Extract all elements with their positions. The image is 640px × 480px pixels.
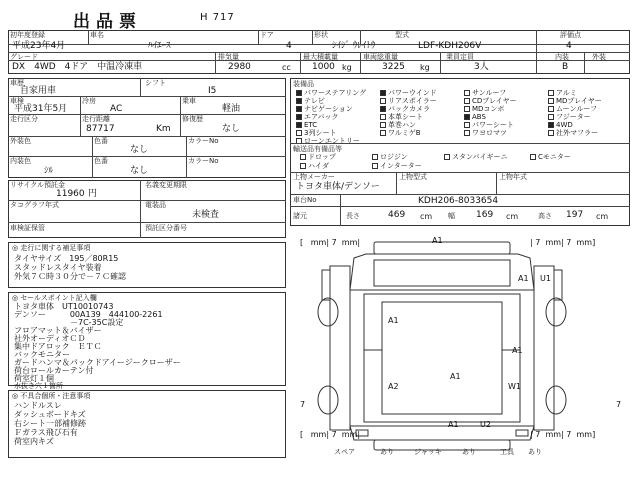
vin-value: KDH206-8033654	[418, 196, 499, 206]
equipment-item-label: 4WD	[556, 121, 573, 129]
state-item-2: ロジジン	[372, 153, 408, 162]
equipment-checkbox	[548, 90, 554, 96]
mm-bottom-left: [ mm| 7 mm|	[300, 430, 361, 439]
label-first-reg: 初年度登録	[10, 31, 45, 39]
aircon-value: AC	[110, 104, 123, 114]
label-gross: 車両総重量	[363, 53, 398, 61]
footer-jack-value: あり	[462, 448, 476, 456]
equipment-item-label: ムーンルーフ	[556, 105, 597, 113]
label-recycle: リサイクル預託金	[10, 181, 66, 189]
state-item-3: スタンバイギーニ	[444, 153, 508, 162]
equipment-checkbox	[380, 122, 386, 128]
width-unit: cm	[506, 212, 519, 221]
equipment-item	[464, 129, 507, 138]
state-item-4: Cモニター	[530, 153, 571, 162]
note2-line11: 水抜き穴１箇所	[14, 382, 63, 390]
equipment-item-label: エアバック	[304, 113, 339, 121]
equipment-checkbox	[464, 130, 470, 136]
equipment-checkbox	[548, 130, 554, 136]
label-vin: 車台No	[293, 196, 317, 204]
label-inner-color: 内装色	[10, 157, 31, 165]
mm-top-right: | 7 mm| 7 mm]	[530, 238, 596, 247]
equipment-item-label: リアスポイラー	[388, 97, 437, 105]
state-item-5: ハイダ	[300, 162, 329, 171]
vehicle-damage-diagram	[290, 230, 630, 456]
car-name-value: ﾊｲｴｰｽ	[148, 41, 171, 51]
length-unit: cm	[420, 212, 433, 221]
footer-tool-label: 工具	[500, 448, 514, 456]
label-sealed: 車検証保管	[10, 224, 45, 232]
lot-number: H 717	[200, 12, 235, 23]
repair-value: なし	[222, 124, 241, 134]
damage-mark-right-front-a: A1	[518, 274, 529, 283]
equipment-item-label: ナビゲーション	[304, 105, 353, 113]
note2-line5: 社外オーディオＣＤ	[14, 334, 86, 343]
equipment-item-label: 本革シート	[388, 113, 423, 121]
equipment-item-label: MDプレイヤー	[556, 97, 602, 105]
equipment-item-label: フジーター	[556, 113, 591, 121]
notes-defects-heading: ◎ 不具合個所・注意事項	[12, 392, 91, 400]
footer-spare-value: あり	[380, 448, 394, 456]
label-length: 長さ	[346, 212, 360, 220]
label-outer-color: 外装色	[10, 137, 31, 145]
equipment-checkbox	[464, 106, 470, 112]
note3-line2: ダッシュボードキズ	[14, 410, 86, 419]
recycle-unit: 円	[88, 189, 98, 199]
note3-line1: ハンドルスレ	[14, 401, 62, 410]
model-value: LDF-KDH206V	[418, 41, 482, 51]
label-color-no2: カラーNo	[188, 137, 219, 145]
equipment-item	[380, 129, 421, 138]
label-interior: 内装	[555, 53, 569, 61]
inner-color-value: ｼﾙ	[44, 166, 54, 176]
label-color-no: 色番	[94, 137, 108, 145]
equipment-checkbox	[296, 130, 302, 136]
shape-value: ｼｲｼﾞ ｳﾚｲﾄｳ	[332, 41, 376, 51]
label-displacement: 排気量	[218, 53, 239, 61]
damage-mark-right-mid: A1	[512, 346, 523, 355]
maker-value: トヨタ車体/デンソー	[296, 182, 380, 192]
cc-value: 2980	[228, 62, 251, 72]
equipment-item-label: テレビ	[304, 97, 325, 105]
note2-line8: ガードハンマ＆パックドアイージークローザー	[14, 358, 181, 367]
usage-value: 自家用車	[20, 86, 57, 96]
label-repair: 修復歴	[182, 115, 203, 123]
equipment-item-label: CDプレイヤー	[472, 97, 517, 105]
mileage-unit: Km	[156, 124, 171, 134]
equipment-checkbox	[464, 122, 470, 128]
length-value: 469	[388, 210, 406, 220]
label-maker-type: 上物型式	[399, 173, 427, 181]
equipment-item-label: 革巻ハン	[388, 121, 416, 129]
equipment-checkbox	[380, 130, 386, 136]
max-load-value: 1000	[312, 62, 335, 72]
label-dims: 諸元	[293, 212, 307, 220]
equipment-item-label: パワーステアリング	[304, 89, 367, 97]
equipment-item-label: ワヨロマツ	[472, 129, 507, 137]
note2-line4: フロアマット＆バイザー	[14, 326, 102, 335]
equipment-checkbox	[296, 106, 302, 112]
cc-unit: cc	[282, 63, 291, 72]
equipment-item-label: ETC	[304, 121, 318, 129]
equipment-checkbox	[548, 114, 554, 120]
equipment-checkbox	[380, 114, 386, 120]
label-grade: グレード	[10, 53, 38, 61]
equipment-item-label: バックカメラ	[388, 105, 430, 113]
kg-unit-1: kg	[342, 63, 352, 72]
equipment-checkbox	[296, 98, 302, 104]
label-color-no4: カラーNo	[188, 157, 219, 165]
state-item-1: ドロップ	[300, 153, 336, 162]
note2-line6: 集中ドアロック ＥＴＣ	[14, 342, 102, 351]
damage-mark-front: A1	[432, 236, 443, 245]
equipment-item-label: ローンエントリー	[304, 137, 360, 145]
interior-value: B	[562, 62, 569, 72]
equipment-checkbox	[296, 122, 302, 128]
label-color-no3: 色番	[94, 157, 108, 165]
equipment-checkbox	[380, 90, 386, 96]
label-maker-year: 上物年式	[499, 173, 527, 181]
first-reg-value: 平成23年4月	[12, 41, 66, 51]
label-shape: 形状	[314, 31, 328, 39]
notes-sales-heading: ◎ セールスポイント記入欄	[12, 294, 97, 302]
label-usage: 車歴	[10, 79, 24, 87]
label-tacho: タコグラフ年式	[10, 201, 59, 209]
label-door: ドア	[260, 31, 274, 39]
equipment-item-label: 社外マフラー	[556, 129, 598, 137]
equipment-checkbox	[296, 114, 302, 120]
label-height: 高さ	[538, 212, 552, 220]
damage-mark-right-front-u: U1	[540, 274, 551, 283]
equipment-item	[548, 129, 598, 138]
note2-line2: デンソー 00A139 444100-2261	[14, 310, 163, 319]
footer-tool-value: あり	[528, 448, 542, 456]
equipment-item-label: 3列シート	[304, 129, 337, 137]
kg-unit-2: kg	[420, 63, 430, 72]
recycle-value: 11960	[56, 189, 85, 199]
equipment-checkbox	[548, 106, 554, 112]
damage-mark-rear-a: A1	[448, 420, 459, 429]
note2-line9: 荷台ロールカーテン付	[14, 366, 94, 375]
label-width: 幅	[448, 212, 455, 220]
state-item-6: インターター	[372, 162, 422, 171]
label-score: 評価点	[560, 31, 581, 39]
inspection-value: 平成31年5月	[14, 104, 68, 114]
inner-value: なし	[130, 166, 149, 176]
label-shift: シフト	[145, 79, 166, 87]
footer-spare-label: スペア	[334, 448, 355, 456]
label-capacity: 乗員定員	[446, 53, 474, 61]
score-value: 4	[566, 41, 572, 51]
equipment-item-label: サンルーフ	[472, 89, 507, 97]
shift-value: I5	[208, 86, 217, 96]
damage-mark-rear-u: U2	[480, 420, 491, 429]
label-name-change: 名義変更期限	[145, 181, 187, 189]
note3-line5: 荷室内キズ	[14, 437, 54, 446]
equipment-checkbox	[464, 90, 470, 96]
state-label: 輸送品有備品等	[293, 145, 342, 153]
equipment-checkbox	[296, 90, 302, 96]
note1-line1: タイヤサイズ 195／80R15	[14, 254, 119, 263]
note1-line3: 外気７Ｃ時３０分で－７Ｃ確認	[14, 272, 126, 281]
equipment-checkbox	[380, 106, 386, 112]
damage-mark-roof: A1	[450, 372, 461, 381]
equipment-item-label: ワルミゲB	[388, 129, 421, 137]
footer-jack-label: ジャッキ	[414, 448, 442, 456]
label-exterior: 外装	[592, 53, 606, 61]
tacho-value: 未検査	[192, 210, 220, 220]
label-mileage: 走行距離	[82, 115, 110, 123]
equipment-checkbox	[464, 114, 470, 120]
equipment-checkbox	[464, 98, 470, 104]
equipment-label: 装備品	[293, 80, 314, 88]
capacity-value: 3人	[474, 62, 489, 72]
equipment-item-label: ABS	[472, 113, 486, 121]
equipment-item-label: アルミ	[556, 89, 577, 97]
notes-running-heading: ◎ 走行に関する補足事項	[12, 244, 91, 252]
label-mileage-cat: 走行区分	[10, 115, 38, 123]
note3-line4: Ｆガラス飛び石有	[14, 428, 78, 437]
equipment-checkbox	[548, 122, 554, 128]
damage-mark-left-top: A1	[388, 316, 399, 325]
mm-top-left: [ mm| 7 mm|	[300, 238, 361, 247]
mm-bottom-right: | 7 mm| 7 mm]	[530, 430, 596, 439]
note3-line3: 右シート一部補修跡	[14, 419, 86, 428]
equipment-item-label: パワーウインド	[388, 89, 437, 97]
equipment-checkbox	[380, 98, 386, 104]
page-title: 出品票	[73, 12, 142, 32]
mileage-value: 87717	[86, 124, 115, 134]
equipment-item-label: MDコンボ	[472, 105, 505, 113]
door-value: 4	[286, 41, 292, 51]
label-model: 型式	[395, 31, 409, 39]
note2-line1: トヨタ車体 UT10010743	[14, 302, 114, 311]
label-inspection: 車検	[10, 97, 24, 105]
note2-line3: －7C-35C設定	[14, 318, 124, 327]
color-value: なし	[130, 145, 149, 155]
note1-line2: スタッドレスタイヤ装着	[14, 263, 102, 272]
label-aircon: 冷房	[82, 97, 96, 105]
label-car-name: 車名	[90, 31, 104, 39]
label-category: 預託区分番号	[145, 224, 187, 232]
label-maker: 上物メーカー	[293, 173, 335, 181]
equipment-item-label: パワーシート	[472, 121, 514, 129]
equipment-checkbox	[548, 98, 554, 104]
label-tachometer: 電装品	[145, 201, 166, 209]
label-cargo: 乗車	[182, 97, 196, 105]
height-unit: cm	[596, 212, 609, 221]
cargo-value: 軽油	[222, 104, 241, 114]
seven-right: 7	[616, 400, 622, 409]
grade-value: DX 4WD 4ドア 中温冷凍車	[12, 62, 143, 72]
note2-line10: 荷室灯１個	[14, 374, 54, 383]
damage-mark-right-rear: W1	[508, 382, 521, 391]
label-max-load: 最大積載量	[303, 53, 338, 61]
note2-line7: バックモニター	[14, 350, 70, 359]
gross-value: 3225	[382, 62, 405, 72]
height-value: 197	[566, 210, 584, 220]
width-value: 169	[476, 210, 494, 220]
seven-left: 7	[300, 400, 306, 409]
damage-mark-left-rear: A2	[388, 382, 399, 391]
